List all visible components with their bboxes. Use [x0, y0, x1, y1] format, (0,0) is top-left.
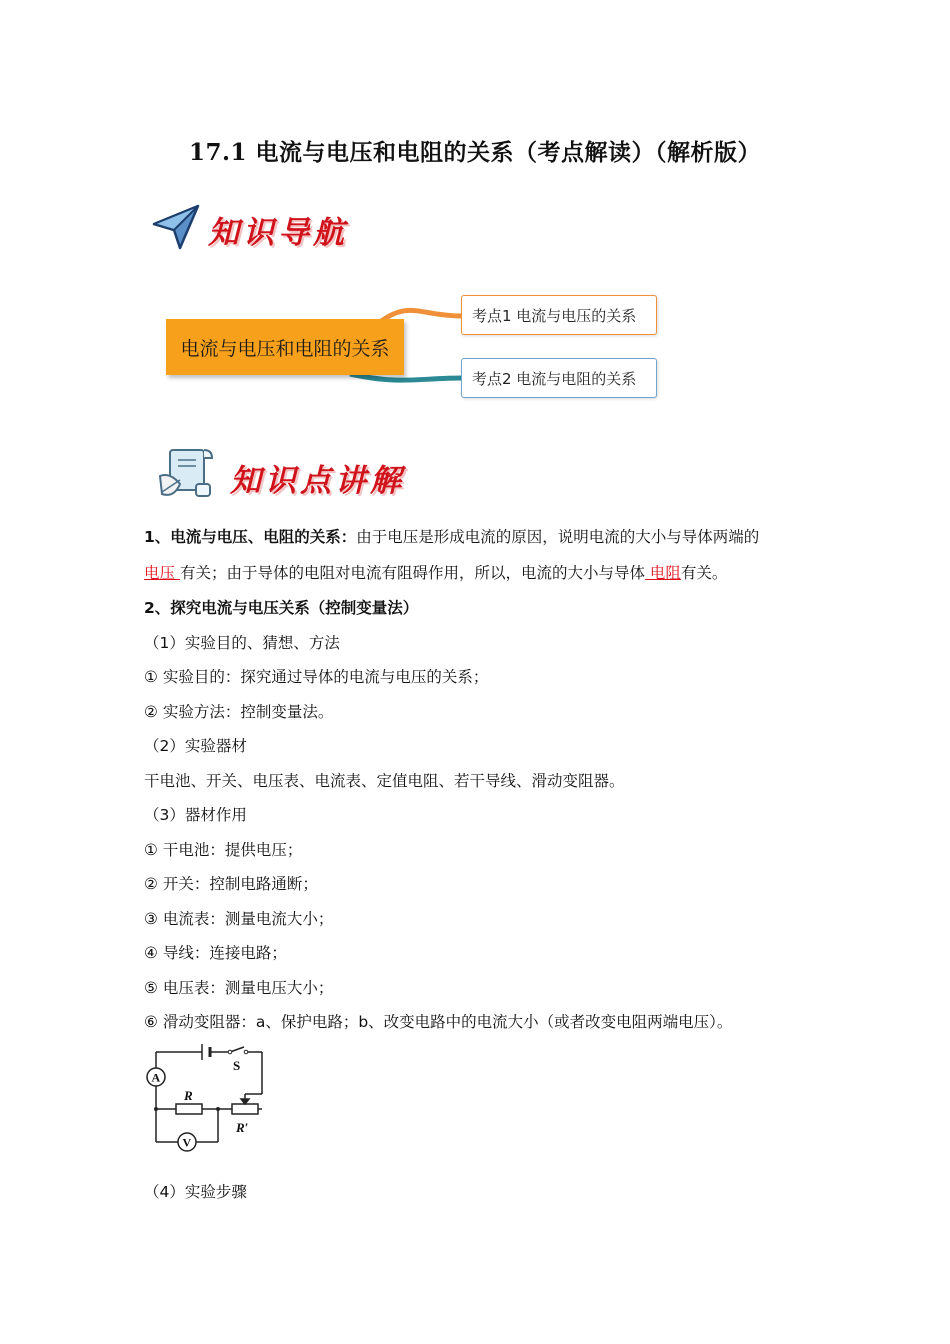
list-item: （4）实验步骤 — [144, 1183, 247, 1201]
list-item: ⑥ 滑动变阻器：a、保护电路；b、改变电路中的电流大小（或者改变电阻两端电压）。 — [144, 1013, 733, 1031]
list-item: ② 开关：控制电路通断； — [144, 875, 318, 893]
paragraph-1-text-3: 有关。 — [680, 564, 728, 582]
list-item: （3）器材作用 — [144, 806, 247, 824]
mindmap-root: 电流与电压和电阻的关系 — [166, 319, 404, 375]
answer-blank-voltage: 电压 — [144, 564, 180, 582]
mindmap-connectors — [0, 0, 950, 420]
list-item: ⑤ 电压表：测量电压大小； — [144, 979, 334, 997]
scroll-quill-icon — [156, 446, 216, 508]
list-item: ③ 电流表：测量电流大小； — [144, 910, 334, 928]
rheostat-label: R′ — [236, 1120, 249, 1135]
paragraph-1-text: 由于电压是形成电流的原因，说明电流的大小与导体两端的 — [356, 528, 760, 546]
banner-title: 知识导航 — [208, 214, 348, 251]
paragraph-1-line-1 — [144, 527, 759, 547]
mindmap-node-1: 考点1 电流与电压的关系 — [461, 295, 657, 335]
list-item: ④ 导线：连接电路； — [144, 944, 287, 962]
switch-label: S — [233, 1058, 241, 1073]
paragraph-1-line-2 — [144, 563, 727, 583]
list-item: （1）实验目的、猜想、方法 — [144, 634, 340, 652]
ammeter-label: A — [151, 1070, 161, 1085]
list-item: ② 实验方法：控制变量法。 — [144, 703, 334, 721]
paragraph-2-heading: 2、探究电流与电压关系（控制变量法） — [144, 599, 419, 617]
list-item: 干电池、开关、电压表、电流表、定值电阻、若干导线、滑动变阻器。 — [144, 772, 625, 790]
resistor-label: R — [184, 1088, 193, 1103]
circuit-diagram — [140, 1040, 270, 1155]
banner-title: 知识点讲解 — [230, 462, 405, 499]
list-item: ① 实验目的：探究通过导体的电流与电压的关系； — [144, 668, 489, 686]
list-item: ① 干电池：提供电压； — [144, 841, 303, 859]
voltmeter-label: V — [182, 1135, 192, 1150]
list-item: （2）实验器材 — [144, 737, 247, 755]
mindmap-node-2: 考点2 电流与电阻的关系 — [461, 358, 657, 398]
paragraph-1-text-2: 有关；由于导体的电阻对电流有阻碍作用，所以，电流的大小与导体 — [179, 564, 645, 582]
paragraph-1-heading: 1、电流与电压、电阻的关系： — [144, 528, 357, 546]
knowledge-points-banner — [156, 446, 405, 508]
page-title: 17.1 电流与电压和电阻的关系（考点解读）（解析版） — [188, 139, 762, 166]
answer-blank-resistance: 电阻 — [644, 564, 681, 582]
